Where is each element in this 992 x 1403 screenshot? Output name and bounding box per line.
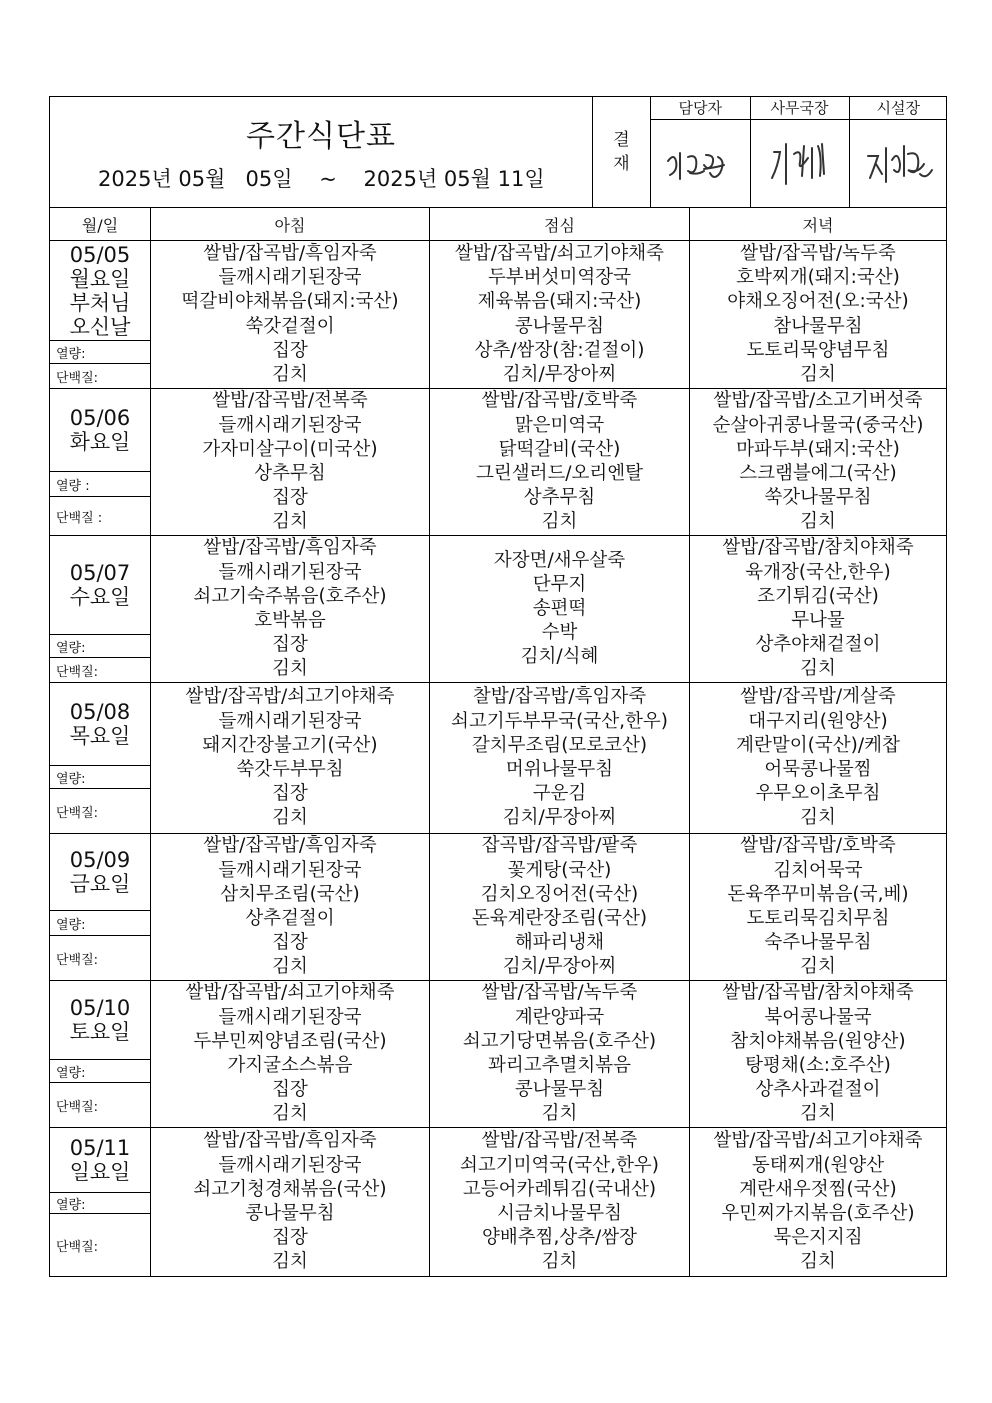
day-weekday: 수요일	[69, 585, 131, 609]
day-cell	[50, 981, 151, 1128]
menu-item: 어묵콩나물찜	[764, 759, 872, 780]
menu-item: 김치	[272, 956, 308, 978]
menu-item: 송편떡	[532, 597, 587, 619]
menu-item: 숙주나물무침	[764, 932, 872, 954]
menu-item: 김치	[800, 658, 836, 680]
menu-item: 쌀밥/잡곡밥/참치야채죽	[722, 537, 914, 559]
calories-label: 열량 :	[50, 471, 150, 496]
menu-item: 돼지간장불고기(국산)	[202, 734, 378, 756]
start-month: 05월	[178, 167, 226, 191]
menu-item: 도토리묵양념무침	[746, 339, 890, 361]
menu-item: 쇠고기두부무국(국산,한우)	[451, 710, 668, 732]
menu-item: 김치/무장아찌	[502, 956, 617, 978]
col-day: 월/일	[50, 208, 151, 241]
menu-item: 집장	[272, 1079, 308, 1101]
protein-label: 단백질:	[50, 1082, 150, 1127]
signer-3	[849, 97, 947, 207]
menu-item: 구운김	[532, 783, 587, 805]
menu-item: 상추겉절이	[245, 908, 335, 929]
menu-item: 집장	[272, 783, 308, 805]
menu-item: 김치	[541, 1251, 578, 1273]
dinner-cell	[690, 683, 947, 834]
menu-item: 쌀밥/잡곡밥/전복죽	[212, 390, 368, 412]
lunch-cell	[430, 981, 690, 1128]
column-header-row	[50, 208, 947, 241]
dinner-cell	[690, 241, 947, 389]
signature-image	[751, 120, 849, 207]
menu-item: 꽃게탕(국산)	[507, 859, 612, 881]
signer-role: 담당자	[651, 97, 750, 120]
end-month: 05월	[443, 167, 491, 191]
day-date: 05/11	[69, 1136, 131, 1160]
menu-item: 단무지	[532, 573, 587, 595]
menu-item: 쌀밥/잡곡밥/흑임자죽	[203, 1130, 377, 1152]
breakfast-cell	[151, 834, 430, 981]
calories-label: 열량:	[50, 910, 150, 935]
protein-label: 단백질:	[50, 363, 150, 388]
menu-item: 갈치무조림(모로코산)	[471, 734, 648, 756]
menu-item: 쌀밥/잡곡밥/흑임자죽	[203, 537, 377, 559]
menu-item: 계란말이(국산)/케찹	[736, 734, 900, 756]
menu-item: 호박볶음	[254, 610, 326, 631]
menu-item: 북어콩나물국	[764, 1006, 872, 1028]
menu-item: 육개장(국산,한우)	[745, 561, 891, 583]
menu-item: 쌀밥/잡곡밥/녹두죽	[740, 242, 896, 264]
col-dinner: 저녁	[690, 208, 947, 241]
menu-item: 마파두부(돼지:국산)	[736, 438, 900, 460]
approval-char-2: 재	[613, 154, 630, 174]
dinner-cell	[690, 981, 947, 1128]
menu-item: 머위나물무침	[505, 759, 614, 780]
protein-label: 단백질:	[50, 788, 150, 833]
day-row	[50, 241, 947, 389]
day-date: 05/05	[69, 242, 131, 267]
menu-item: 들깨시래기된장국	[218, 1154, 362, 1176]
menu-item: 계란새우젓찜(국산)	[739, 1178, 897, 1200]
menu-item: 김치	[800, 1103, 836, 1125]
menu-item: 쌀밥/잡곡밥/소고기버섯죽	[713, 390, 923, 412]
menu-item: 김치/무장아찌	[502, 363, 617, 385]
menu-item: 쌀밥/잡곡밥/흑임자죽	[203, 242, 377, 264]
menu-item: 김치	[272, 1103, 308, 1125]
signature-image	[651, 120, 750, 207]
menu-item: 김치	[272, 807, 308, 829]
menu-item: 대구지리(원양산)	[748, 710, 888, 732]
menu-item: 쌀밥/잡곡밥/호박죽	[740, 835, 896, 857]
menu-item: 순살아귀콩나물국(중국산)	[712, 414, 924, 436]
signer-1	[651, 97, 750, 207]
menu-item: 가지굴소스볶음	[227, 1055, 353, 1076]
end-day: 11일	[497, 167, 545, 191]
menu-item: 쑥갓나물무침	[764, 487, 872, 509]
signature-2	[760, 134, 840, 194]
menu-item: 쌀밥/잡곡밥/녹두죽	[481, 982, 638, 1004]
calories-label: 열량:	[50, 634, 150, 657]
day-cell	[50, 241, 151, 389]
menu-item: 두부민찌양념조림(국산)	[193, 1030, 387, 1052]
lunch-cell	[430, 683, 690, 834]
menu-item: 우민찌가지볶음(호주산)	[721, 1203, 915, 1224]
protein-label: 단백질 :	[50, 496, 150, 535]
day-weekday: 월요일	[69, 266, 131, 291]
menu-item: 김치	[541, 511, 578, 533]
menu-item: 가자미살구이(미국산)	[202, 438, 378, 460]
signer-role: 사무국장	[751, 97, 849, 120]
menu-item: 삼치무조림(국산)	[220, 883, 360, 905]
day-label	[50, 389, 150, 471]
menu-item: 상추/쌈장(참:겉절이)	[474, 339, 645, 361]
dinner-cell	[690, 389, 947, 536]
menu-item: 들깨시래기된장국	[218, 414, 362, 436]
calories-label: 열량:	[50, 1059, 150, 1082]
day-label	[50, 834, 150, 910]
menu-item: 쌀밥/잡곡밥/흑임자죽	[203, 835, 377, 857]
lunch-cell	[430, 536, 690, 683]
day-weekday: 목요일	[69, 724, 131, 748]
menu-item: 고등어카레튀김(국내산)	[462, 1178, 657, 1200]
day-row	[50, 1128, 947, 1277]
menu-item: 김치	[272, 363, 308, 385]
menu-item: 상추무침	[523, 487, 596, 509]
weekly-menu-document	[49, 96, 946, 1277]
signature-3	[858, 134, 938, 194]
menu-item: 들깨시래기된장국	[218, 1006, 362, 1028]
menu-item: 스크램블에그(국산)	[739, 463, 897, 484]
day-cell	[50, 834, 151, 981]
menu-item: 김치	[800, 1251, 836, 1273]
lunch-cell	[430, 389, 690, 536]
menu-item: 쌀밥/잡곡밥/호박죽	[481, 390, 638, 412]
breakfast-cell	[151, 981, 430, 1128]
tilde: ~	[319, 167, 337, 191]
menu-item: 해파리냉채	[514, 932, 605, 954]
page-title: 주간식단표	[246, 119, 396, 154]
menu-item: 호박찌개(돼지:국산)	[736, 267, 900, 289]
protein-label: 단백질:	[50, 935, 150, 980]
lunch-cell	[430, 834, 690, 981]
day-date: 05/06	[69, 406, 131, 430]
lunch-cell	[430, 241, 690, 389]
menu-item: 돈육계란장조림(국산)	[471, 908, 648, 929]
day-row	[50, 389, 947, 536]
menu-item: 떡갈비야채볶음(돼지:국산)	[181, 291, 399, 313]
menu-item: 잡곡밥/잡곡밥/팥죽	[481, 835, 638, 857]
menu-header	[49, 96, 947, 208]
calories-label: 열량:	[50, 765, 150, 788]
menu-item: 김치	[800, 807, 836, 829]
menu-item: 참나물무침	[773, 315, 863, 337]
menu-item: 찰밥/잡곡밥/흑임자죽	[472, 686, 647, 708]
menu-item: 집장	[272, 1227, 308, 1249]
day-weekday: 금요일	[69, 872, 131, 896]
approval-label	[593, 97, 651, 208]
calories-label: 열량:	[50, 340, 150, 363]
menu-item: 쌀밥/잡곡밥/쇠고기야채죽	[454, 242, 665, 264]
day-date: 05/07	[69, 561, 131, 585]
menu-item: 쌀밥/잡곡밥/쇠고기야채죽	[713, 1130, 923, 1152]
start-year: 2025년	[98, 167, 172, 191]
day-weekday: 토요일	[69, 1020, 131, 1044]
menu-item: 무나물	[791, 610, 845, 631]
signature-1	[660, 139, 740, 189]
menu-item: 쌀밥/잡곡밥/참치야채죽	[722, 982, 914, 1004]
breakfast-cell	[151, 1128, 430, 1277]
menu-item: 쌀밥/잡곡밥/쇠고기야채죽	[185, 686, 395, 708]
day-row	[50, 536, 947, 683]
menu-item: 김치/무장아찌	[502, 807, 617, 829]
day-cell	[50, 536, 151, 683]
menu-item: 들깨시래기된장국	[218, 710, 362, 732]
menu-item: 도토리묵김치무침	[746, 908, 890, 929]
day-label	[50, 1128, 150, 1192]
calories-label: 열량:	[50, 1192, 150, 1213]
breakfast-cell	[151, 389, 430, 536]
menu-item: 집장	[272, 487, 308, 509]
col-breakfast: 아침	[151, 208, 430, 241]
day-date: 05/08	[69, 700, 131, 724]
day-label	[50, 241, 150, 340]
menu-item: 집장	[272, 634, 308, 656]
period-range	[98, 163, 545, 193]
title-cell	[50, 97, 593, 208]
menu-item: 야채오징어전(오:국산)	[727, 291, 909, 313]
day-note2: 오신날	[69, 314, 131, 339]
menu-item: 제육볶음(돼지:국산)	[477, 291, 642, 313]
menu-item: 양배추찜,상추/쌈장	[481, 1227, 638, 1249]
signature-block	[651, 97, 947, 208]
menu-item: 맑은미역국	[514, 414, 605, 436]
menu-item: 집장	[272, 932, 308, 954]
menu-item: 꽈리고추멸치볶음	[488, 1055, 631, 1076]
menu-item: 계란양파국	[514, 1006, 605, 1028]
menu-item: 김치어묵국	[773, 859, 863, 881]
signer-2	[750, 97, 849, 207]
menu-item: 묵은지지짐	[773, 1227, 863, 1249]
breakfast-cell	[151, 241, 430, 389]
day-label	[50, 981, 150, 1059]
menu-item: 쇠고기청경채볶음(국산)	[193, 1178, 387, 1200]
protein-label: 단백질:	[50, 1213, 150, 1276]
menu-item: 김치	[272, 658, 308, 680]
menu-item: 수박	[541, 622, 578, 644]
breakfast-cell	[151, 536, 430, 683]
end-year: 2025년	[363, 167, 438, 191]
day-cell	[50, 1128, 151, 1277]
day-label	[50, 536, 150, 634]
menu-item: 김치/식혜	[520, 646, 599, 668]
day-date: 05/09	[69, 848, 131, 872]
menu-item: 김치	[541, 1103, 578, 1125]
lunch-cell	[430, 1128, 690, 1277]
menu-item: 김치	[800, 956, 836, 978]
signature-image	[850, 120, 948, 207]
menu-item: 상추무침	[254, 463, 326, 484]
signer-role: 시설장	[850, 97, 948, 120]
menu-item: 두부버섯미역장국	[488, 267, 631, 289]
menu-item: 쇠고기미역국(국산,한우)	[459, 1154, 660, 1176]
menu-item: 조기튀김(국산)	[757, 585, 879, 607]
menu-item: 콩나물무침	[514, 315, 605, 337]
day-label	[50, 683, 150, 765]
menu-item: 자장면/새우살죽	[493, 549, 626, 571]
day-row	[50, 981, 947, 1128]
menu-item: 들깨시래기된장국	[218, 267, 362, 289]
menu-item: 그린샐러드/오리엔탈	[475, 463, 644, 484]
menu-item: 쌀밥/잡곡밥/쇠고기야채죽	[185, 982, 395, 1004]
menu-item: 김치	[272, 511, 308, 533]
menu-item: 쇠고기당면볶음(호주산)	[462, 1030, 657, 1052]
day-weekday: 일요일	[69, 1160, 131, 1184]
menu-table	[49, 207, 947, 1277]
menu-item: 돈육쭈꾸미볶음(국,베)	[727, 883, 909, 905]
dinner-cell	[690, 536, 947, 683]
approval-char-1: 결	[613, 130, 630, 150]
col-lunch: 점심	[430, 208, 690, 241]
menu-item: 상추야채겉절이	[755, 634, 881, 656]
menu-item: 콩나물무침	[514, 1079, 605, 1101]
day-weekday: 화요일	[69, 430, 131, 454]
protein-label: 단백질:	[50, 657, 150, 682]
day-cell	[50, 389, 151, 536]
menu-item: 김치오징어전(국산)	[480, 883, 639, 905]
menu-item: 김치	[800, 363, 836, 385]
day-row	[50, 834, 947, 981]
menu-item: 쌀밥/잡곡밥/전복죽	[481, 1130, 638, 1152]
menu-item: 들깨시래기된장국	[218, 859, 362, 881]
menu-item: 쇠고기숙주볶음(호주산)	[193, 585, 387, 607]
menu-item: 집장	[272, 339, 308, 361]
day-row	[50, 683, 947, 834]
menu-item: 쑥갓두부무침	[236, 759, 344, 780]
day-cell	[50, 683, 151, 834]
menu-item: 동태찌개(원양산	[751, 1154, 885, 1176]
menu-item: 탕평채(소:호주산)	[745, 1055, 891, 1076]
menu-item: 콩나물무침	[245, 1203, 335, 1224]
menu-item: 참치야채볶음(원양산)	[730, 1030, 906, 1052]
menu-item: 김치	[800, 511, 836, 533]
breakfast-cell	[151, 683, 430, 834]
menu-item: 들깨시래기된장국	[218, 561, 362, 583]
menu-item: 닭떡갈비(국산)	[498, 438, 621, 460]
menu-item: 시금치나물무침	[496, 1203, 623, 1224]
menu-item: 쌀밥/잡곡밥/게살죽	[740, 686, 896, 708]
day-note1: 부처님	[69, 290, 131, 315]
dinner-cell	[690, 834, 947, 981]
menu-item: 김치	[272, 1251, 308, 1273]
day-date: 05/10	[69, 996, 131, 1020]
menu-item: 상추사과겉절이	[755, 1079, 881, 1101]
start-day: 05일	[245, 167, 293, 191]
menu-item: 우무오이초무침	[755, 783, 881, 805]
menu-item: 쑥갓겉절이	[245, 315, 335, 337]
dinner-cell	[690, 1128, 947, 1277]
